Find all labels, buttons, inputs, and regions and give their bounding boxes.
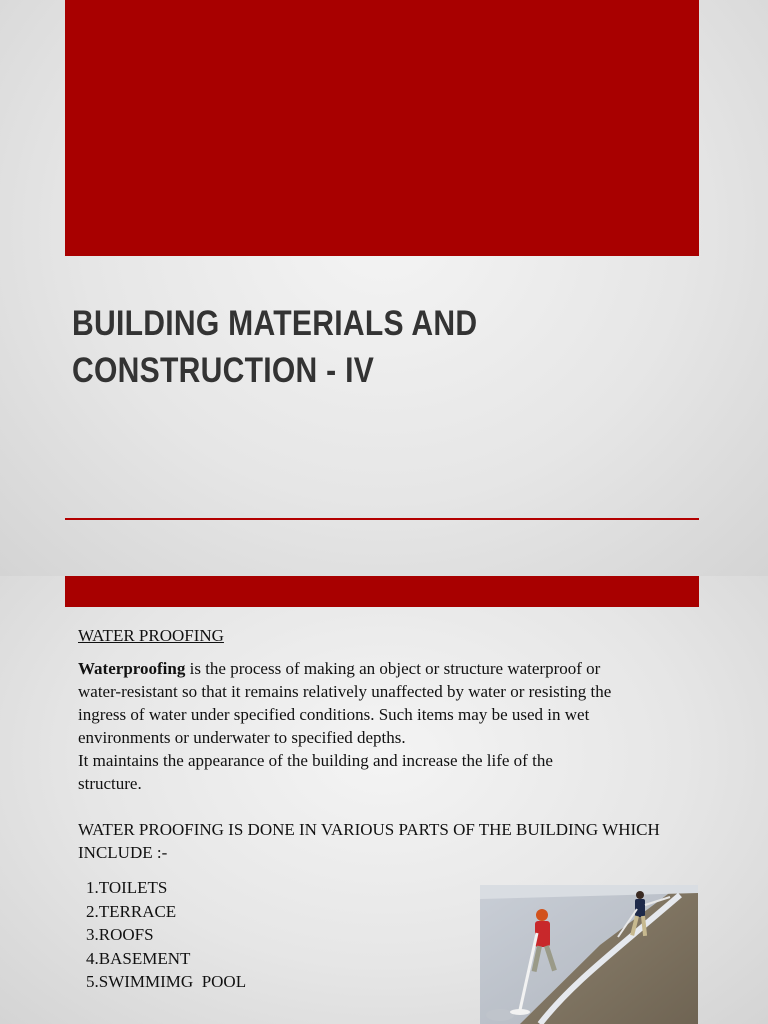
benefit-paragraph: It maintains the appearance of the building and increase the life of the structure. <box>78 751 553 793</box>
content-slide-red-band <box>65 576 699 607</box>
slide-title <box>72 300 605 394</box>
list-item: 5.SWIMMIMG POOL <box>86 972 247 991</box>
title-slide-red-band <box>65 0 699 256</box>
photo-illustration <box>480 885 698 1024</box>
intro-paragraph: WATER PROOFING IS DONE IN VARIOUS PARTS OF THE BUILDING WHICH INCLUDE :- <box>78 820 660 862</box>
workers-applying-roof-coating-photo <box>480 885 698 1024</box>
definition-term: Waterproofing <box>78 659 186 678</box>
section-heading: WATER PROOFING <box>78 626 224 645</box>
list-item: 1.TOILETS <box>86 878 168 897</box>
slide-title-line-1: BUILDING MATERIALS AND <box>72 304 478 343</box>
list-item: 3.ROOFS <box>86 925 154 944</box>
title-divider <box>65 518 699 520</box>
list-item: 4.BASEMENT <box>86 948 191 968</box>
definition-paragraph <box>78 657 618 749</box>
list-item: 2.TERRACE <box>86 901 177 921</box>
content-slide <box>0 576 768 1024</box>
definition-text: is the process of making an object or structure waterproof or water-resistant so that it remains relatively unaffected by water or resisting the ingress of water under specified conditions. Such items may be used in wet environments or underwater to specified depths. <box>78 659 612 747</box>
slide-title-line-2: CONSTRUCTION - IV <box>72 351 375 390</box>
definition-block <box>78 657 678 795</box>
